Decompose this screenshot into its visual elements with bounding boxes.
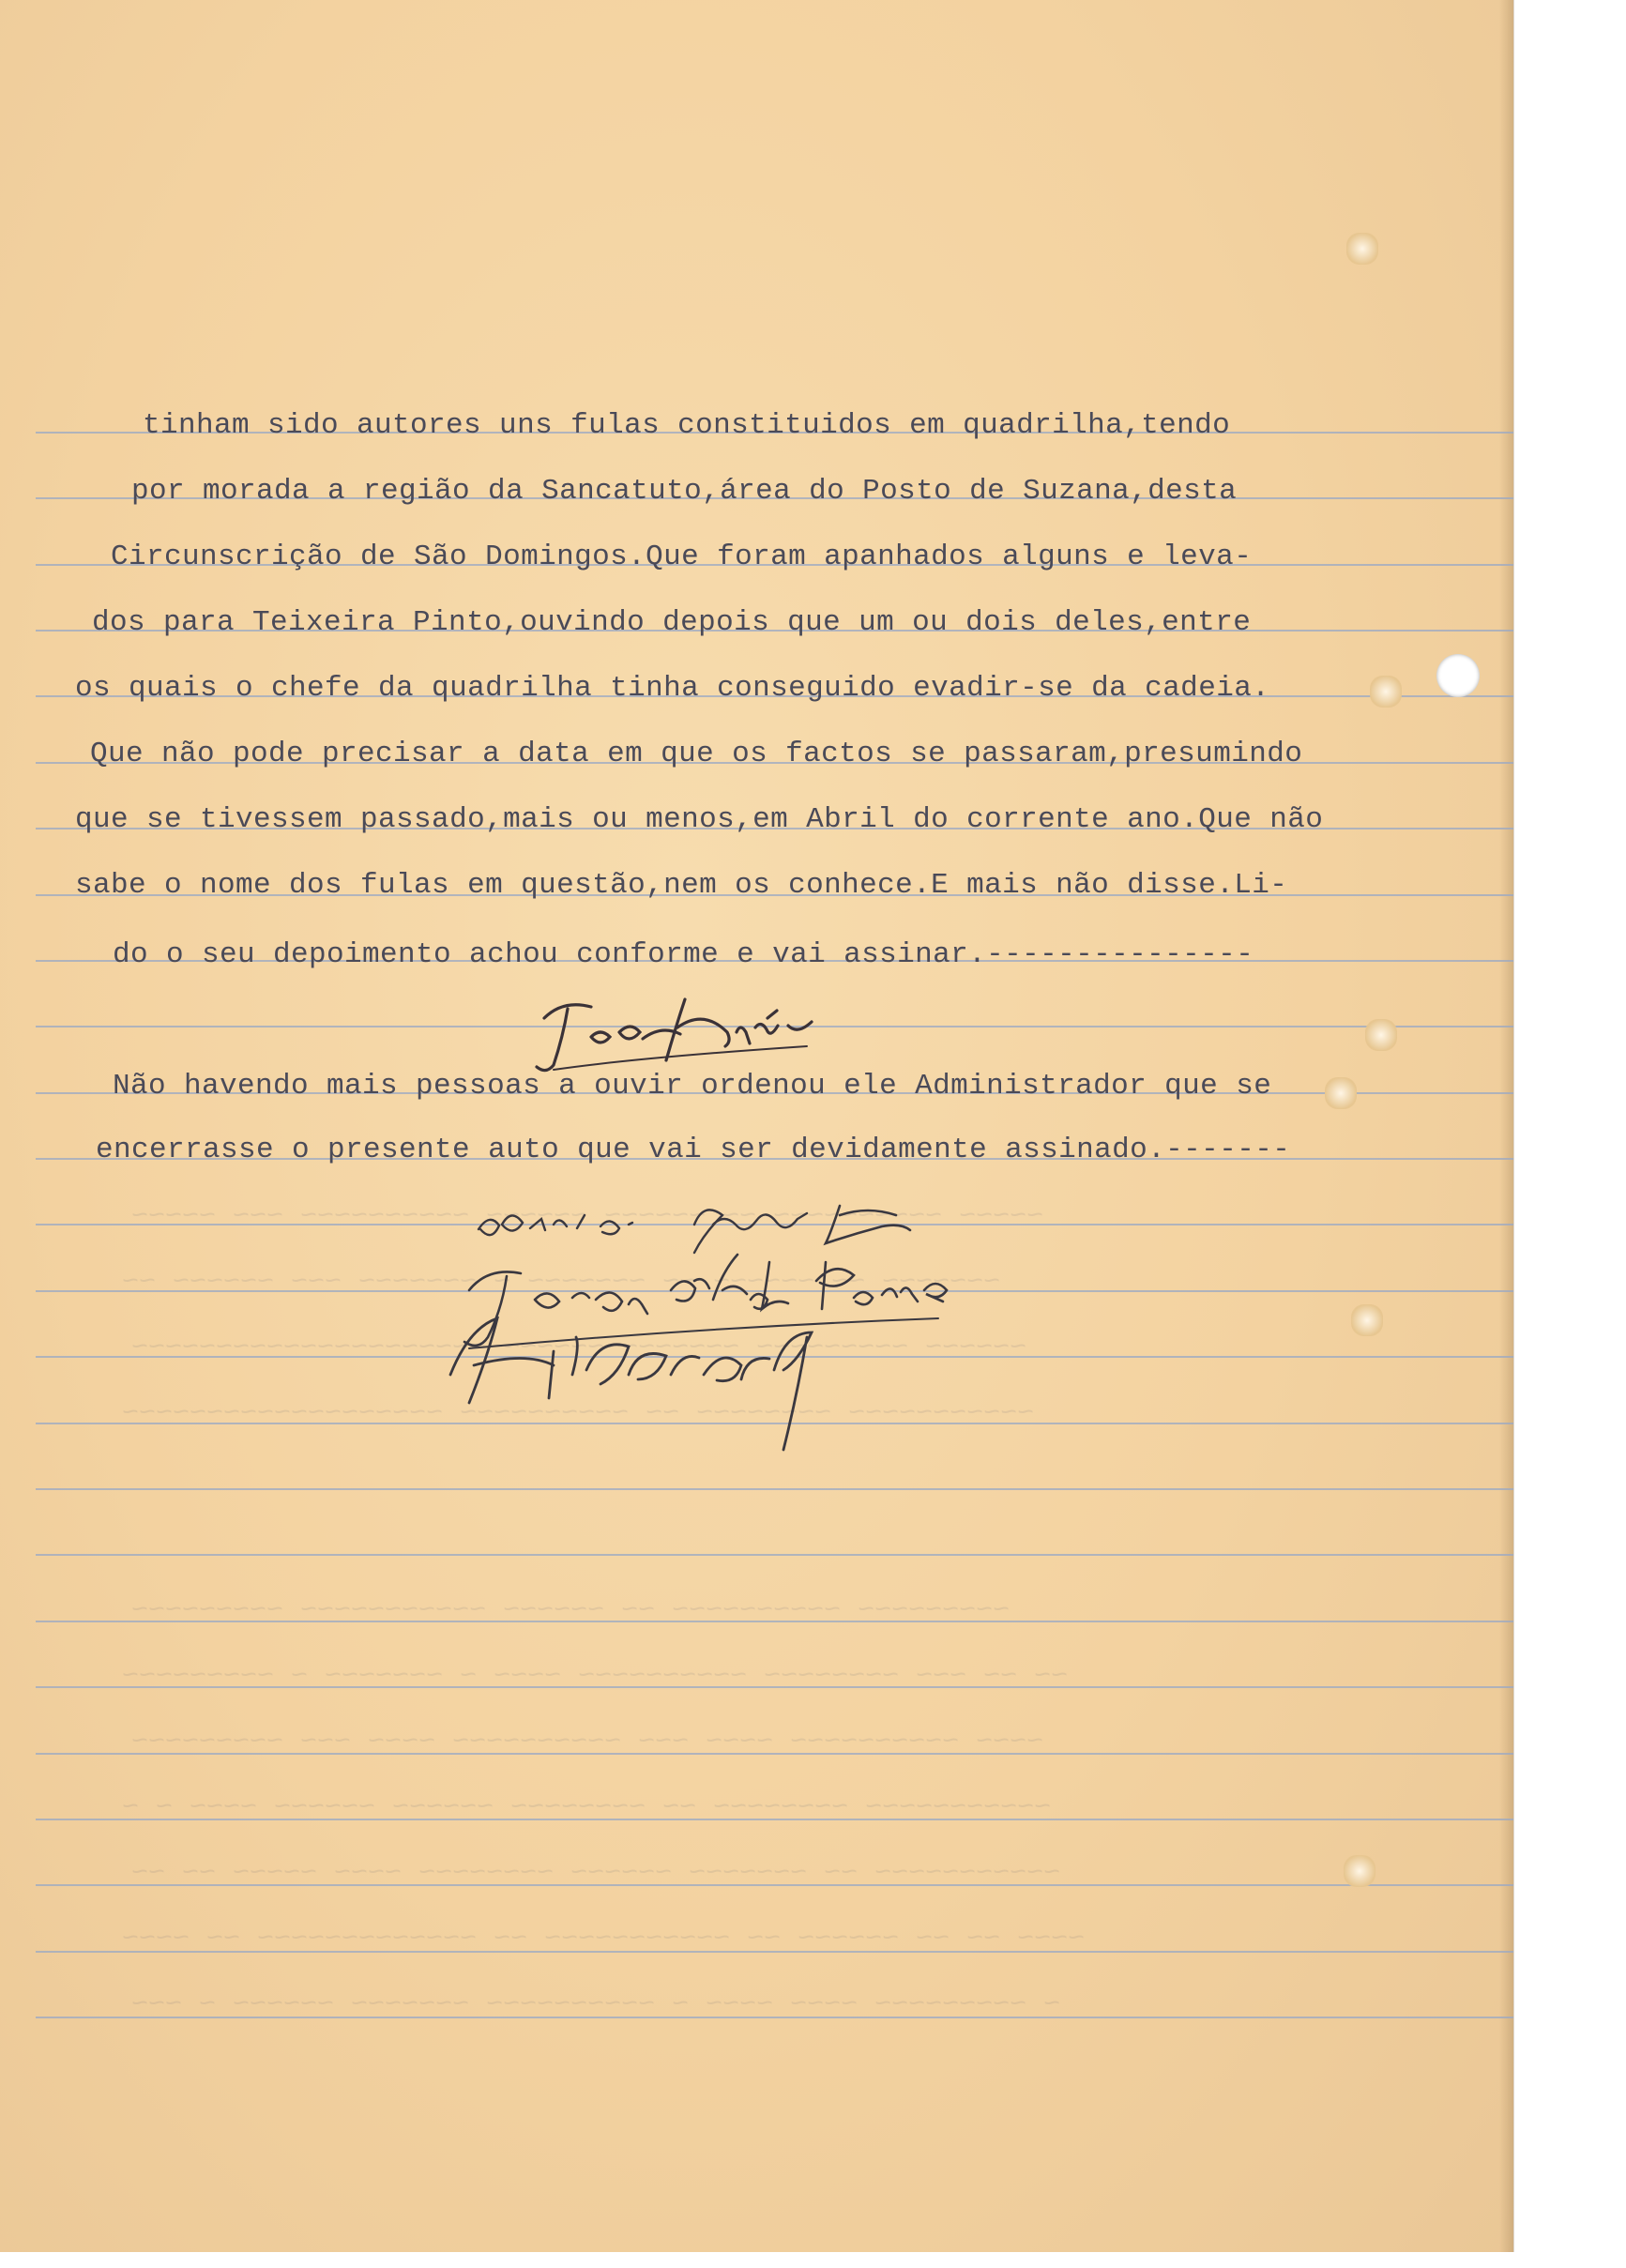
body-line: dos para Teixeira Pinto,ouvindo depois que um ou dois deles,entre bbox=[92, 606, 1252, 639]
officials-signatures bbox=[413, 1187, 1145, 1431]
pin-hole-mark bbox=[1346, 233, 1378, 265]
bleed-through-text: ~~~~~ ~~~~~~~~~~ ~~ ~~~~~~ ~~~~~~ ~~~~~~~~~~ ~~~ ~~~~~ bbox=[131, 1201, 1044, 1233]
ruled-line bbox=[36, 1488, 1513, 1490]
body-line: os quais o chefe da quadrilha tinha conseguido evadir-se da cadeia. bbox=[75, 672, 1270, 705]
pin-hole-mark bbox=[1344, 1855, 1375, 1887]
bleed-through-text: ~~~~~~~~~~~ ~~ ~~~~~~~ ~~~~~~ ~~~~~~~~ ~~~~ ~~~~~ ~~ ~~ bbox=[131, 1858, 1061, 1890]
body-line: tinham sido autores uns fulas constituidos em quadrilha,tendo bbox=[143, 409, 1231, 442]
page-edge-shadow bbox=[1499, 0, 1514, 2252]
bleed-through-text: ~~ ~~ ~~~ ~~~~~~~~ ~~~~~~~~~~ ~~~~ ~ ~~~~~~~ ~ ~~~~~~~~~ bbox=[122, 1661, 1069, 1693]
bleed-through-text: ~~~~ ~~ ~~ ~~~~~~ ~~ ~~~~~~~~~~~ ~~ ~~~~~~~~~~~~~ ~~ ~~~~ bbox=[122, 1924, 1086, 1956]
bleed-through-text: ~~~~ ~~~~~~~~~~ ~~~~ ~~~ ~~~~~~~~~~ ~~~~ ~~~ ~~~~~~~~~ bbox=[131, 1727, 1044, 1758]
pin-hole-mark bbox=[1325, 1077, 1357, 1109]
body-line: do o seu depoimento achou conforme e vai assinar.--------------- bbox=[113, 938, 1254, 971]
body-line: Circunscrição de São Domingos.Que foram apanhados alguns e leva- bbox=[111, 540, 1253, 573]
pin-hole-mark bbox=[1365, 1019, 1397, 1051]
witness-signature bbox=[525, 981, 844, 1084]
body-line: sabe o nome dos fulas em questão,nem os conhece.E mais não disse.Li- bbox=[75, 869, 1288, 902]
body-line: por morada a região da Sancatuto,área do Posto de Suzana,desta bbox=[131, 475, 1238, 508]
pin-hole-mark bbox=[1370, 676, 1402, 708]
bleed-through-text: ~~~~~~~~~~~ ~~~~~~~~ ~~ ~~~~~~~~ ~~~~~~ ~~~~~~ ~~~~ ~ ~ bbox=[122, 1792, 1052, 1824]
closing-line: Não havendo mais pessoas a ouvir ordenou ele Administrador que se bbox=[113, 1070, 1272, 1103]
pin-hole-mark bbox=[1351, 1304, 1383, 1336]
bleed-through-text: ~~~~~~~~~ ~~~~~~~~~~ ~~ ~~~~~~ ~~~~~~~~~~~ ~~~~~~~~~ bbox=[131, 1595, 1011, 1627]
closing-line: encerrasse o presente auto que vai ser devidamente assinado.------- bbox=[96, 1134, 1291, 1166]
bleed-through-text: ~~~~~~~~~~~ ~~~~~~~~ ~~ ~~~~~~~~~~ ~~~~~~~~~~~~~~~~~~~ bbox=[122, 1398, 1035, 1430]
bleed-through-text: ~~~~~~ ~~~~~~~~~ ~~~~~~~~~~~~~~~~~~~~~~~~~~~~~~~~~~~~ bbox=[131, 1332, 1027, 1364]
body-line: que se tivessem passado,mais ou menos,em Abril do corrente ano.Que não bbox=[75, 803, 1324, 836]
bleed-through-text: ~~~~~~~ ~~ ~~~~~~ ~~ ~~~~~~~ ~ ~~~~~~~ ~~~ ~~~~~~ ~~ bbox=[122, 1267, 1001, 1299]
punch-hole bbox=[1436, 654, 1480, 697]
body-line: Que não pode precisar a data em que os factos se passaram,presumindo bbox=[90, 738, 1303, 770]
bleed-through-text: ~ ~~~~~~~~~ ~~~~ ~~~~ ~ ~~~~~~~~~~ ~~~~~~~ ~~~~~~ ~ ~~~ bbox=[131, 1989, 1061, 2021]
ruled-line bbox=[36, 1554, 1513, 1556]
